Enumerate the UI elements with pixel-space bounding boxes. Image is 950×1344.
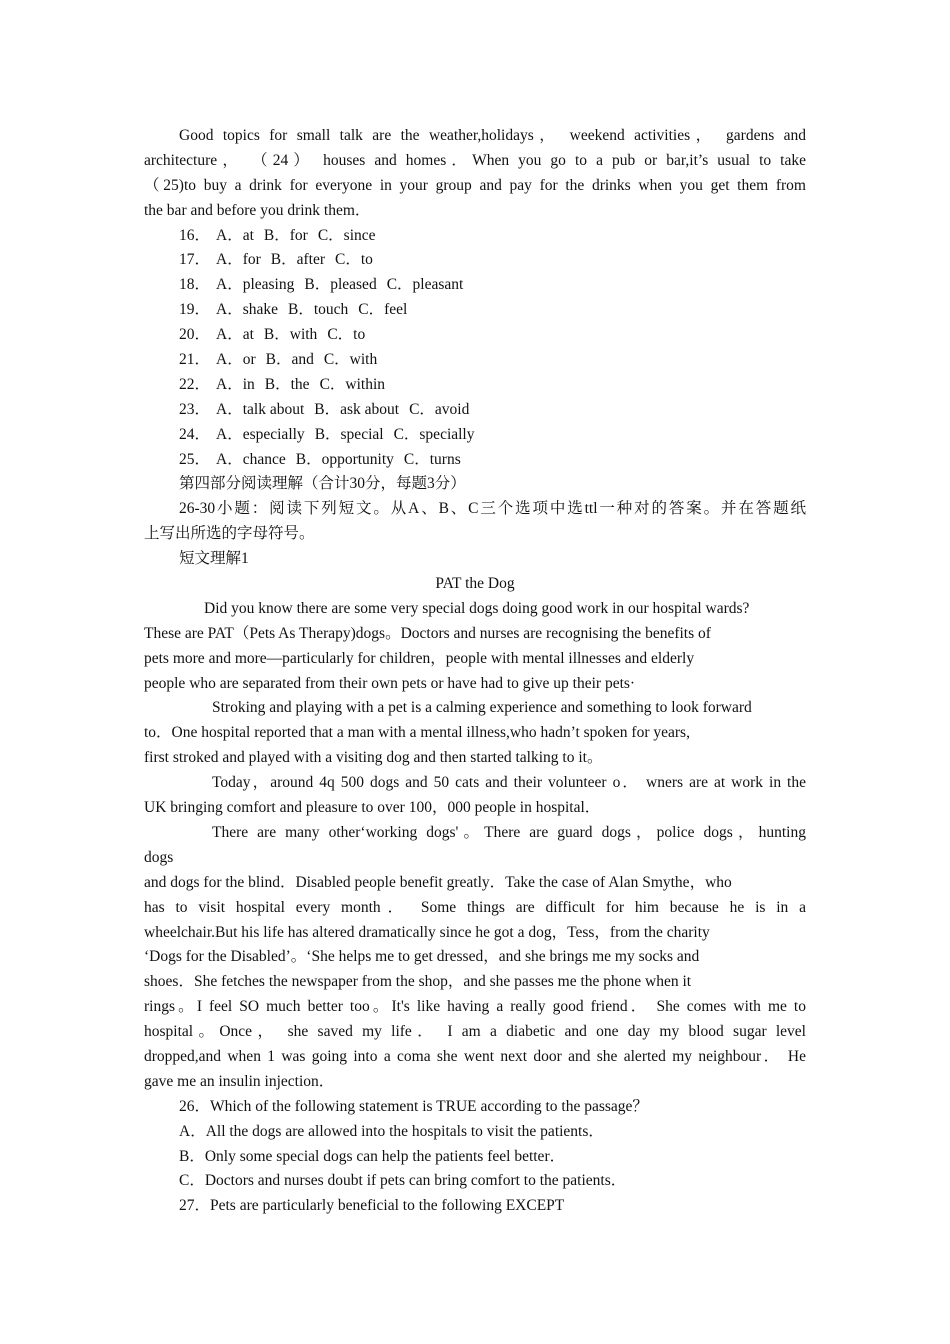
option-b: B．the	[264, 375, 310, 393]
option-c: C．turns	[403, 450, 461, 468]
question-number: 20．	[179, 326, 211, 344]
question-21	[144, 348, 806, 373]
document-page	[144, 124, 806, 1219]
option-c: C．pleasant	[386, 276, 464, 294]
article-line: There are many other‘working dogs'。There are guard dogs，police dogs，hunting	[212, 823, 806, 841]
option-b: B．opportunity	[295, 450, 394, 468]
question-number: 19．	[179, 301, 211, 319]
option-c: C．feel	[358, 301, 408, 319]
question-number: 17．	[179, 251, 211, 269]
option-a: A．chance	[216, 450, 286, 468]
option-a: A．at	[216, 226, 254, 244]
article-line: These are PAT（Pets As Therapy)dogs。Doctors and nurses are recognising the benefits of	[144, 624, 711, 642]
question-number: 24．	[179, 425, 211, 443]
option-c: C．with	[323, 351, 378, 369]
article-line: gave me an insulin injection．	[144, 1072, 335, 1090]
option-c: C．specially	[393, 425, 475, 443]
option-a: A．for	[216, 251, 261, 269]
article-line: UK bringing comfort and pleasure to over 100，000 people in hospital．	[144, 799, 601, 817]
instructions-line: 上写出所选的字母符号。	[144, 525, 315, 543]
article-line: to．One hospital reported that a man with a mental illness,who hadn’t spoken for years,	[144, 724, 690, 742]
option-a: A．shake	[216, 301, 279, 319]
article-line: Stroking and playing with a pet is a calming experience and something to look forward	[212, 699, 752, 717]
question-25	[144, 448, 806, 473]
passage-line: architecture， （24） houses and homes．When you go to a pub or bar,it’s usual to take	[144, 151, 806, 169]
question-number: 21．	[179, 351, 211, 369]
sub-heading: 短文理解1	[179, 550, 249, 568]
article-line: dogs	[144, 848, 174, 866]
option-a: A．in	[216, 375, 255, 393]
article-line: first stroked and played with a visiting dog and then started talking to it。	[144, 749, 603, 767]
question-18	[144, 273, 806, 298]
article-line: dropped,and when 1 was going into a coma she went next door and she alerted my neighbour． He	[144, 1047, 806, 1065]
option-a: A．talk about	[216, 400, 305, 418]
question-17	[144, 248, 806, 273]
option-c: C．since	[317, 226, 376, 244]
question-16	[144, 224, 806, 249]
question-26-option-c: C．Doctors and nurses doubt if pets can bring comfort to the patients．	[179, 1172, 627, 1190]
article-line: people who are separated from their own pets or have had to give up their pets·	[144, 674, 636, 692]
question-19	[144, 298, 806, 323]
question-number: 18．	[179, 276, 211, 294]
article-line: and dogs for the blind．Disabled people benefit greatly．Take the case of Alan Smythe，who	[144, 873, 732, 891]
option-b: B．touch	[288, 301, 349, 319]
article-line: wheelchair.But his life has altered dramatically since he got a dog，Tess，from the charity	[144, 923, 710, 941]
section-heading: 第四部分阅读理解（合计30分，每题3分）	[179, 475, 466, 493]
question-22	[144, 373, 806, 398]
question-24	[144, 423, 806, 448]
question-number: 25．	[179, 450, 211, 468]
option-b: B．after	[270, 251, 326, 269]
question-26-option-b: B．Only some special dogs can help the patients feel better．	[179, 1147, 566, 1165]
article-line: Today，around 4q 500 dogs and 50 cats and their volunteer o． wners are at work in the	[212, 774, 806, 792]
article-title: PAT the Dog	[435, 575, 515, 593]
question-number: 22．	[179, 375, 211, 393]
option-c: C．within	[319, 375, 386, 393]
article-line: Did you know there are some very special dogs doing good work in our hospital wards?	[204, 599, 750, 617]
article-line: shoes．She fetches the newspaper from the shop，and she passes me the phone when it	[144, 973, 692, 991]
option-a: A．or	[216, 351, 256, 369]
question-number: 23．	[179, 400, 211, 418]
article-line: has to visit hospital every month． Some things are difficult for him because he is in a	[144, 898, 806, 916]
option-b: B．for	[263, 226, 308, 244]
question-20	[144, 323, 806, 348]
passage-line: Good topics for small talk are the weather,holidays， weekend activities， gardens and	[179, 127, 806, 144]
option-a: A．pleasing	[216, 276, 295, 294]
option-c: C．to	[335, 251, 373, 269]
question-23	[144, 398, 806, 423]
question-27-stem: 27．Pets are particularly beneficial to the following EXCEPT	[179, 1197, 565, 1215]
option-a: A．especially	[216, 425, 305, 443]
article-line: pets more and more—particularly for children，people with mental illnesses and elderly	[144, 649, 695, 667]
option-c: C．to	[327, 326, 366, 344]
question-number: 16．	[179, 226, 211, 244]
option-b: B．ask about	[314, 400, 400, 418]
question-26-option-a: A．All the dogs are allowed into the hospitals to visit the patients．	[179, 1122, 604, 1140]
option-b: B．with	[263, 326, 318, 344]
option-b: B．pleased	[304, 276, 377, 294]
article-line: ‘Dogs for the Disabled’。‘She helps me to get dressed，and she brings me my socks and	[144, 948, 700, 966]
article-line: rings。I feel SO much better too。It's like having a really good friend． She comes with me to	[144, 998, 806, 1016]
passage-line: （25)to buy a drink for everyone in your group and pay for the drinks when you get them from	[144, 176, 806, 194]
option-b: B．and	[265, 351, 314, 369]
option-c: C．avoid	[409, 400, 470, 418]
passage-line: the bar and before you drink them．	[144, 201, 371, 219]
article-line: hospital。Once， she saved my life． I am a diabetic and one day my blood sugar level	[144, 1023, 806, 1041]
option-a: A．at	[216, 326, 254, 344]
option-b: B．special	[314, 425, 384, 443]
instructions-line: 26-30小题：阅读下列短文。从A、B、C三个选项中选ttl一种对的答案。并在答题纸	[179, 500, 806, 518]
question-26-stem: 26．Which of the following statement is TRUE according to the passage？	[179, 1097, 648, 1115]
